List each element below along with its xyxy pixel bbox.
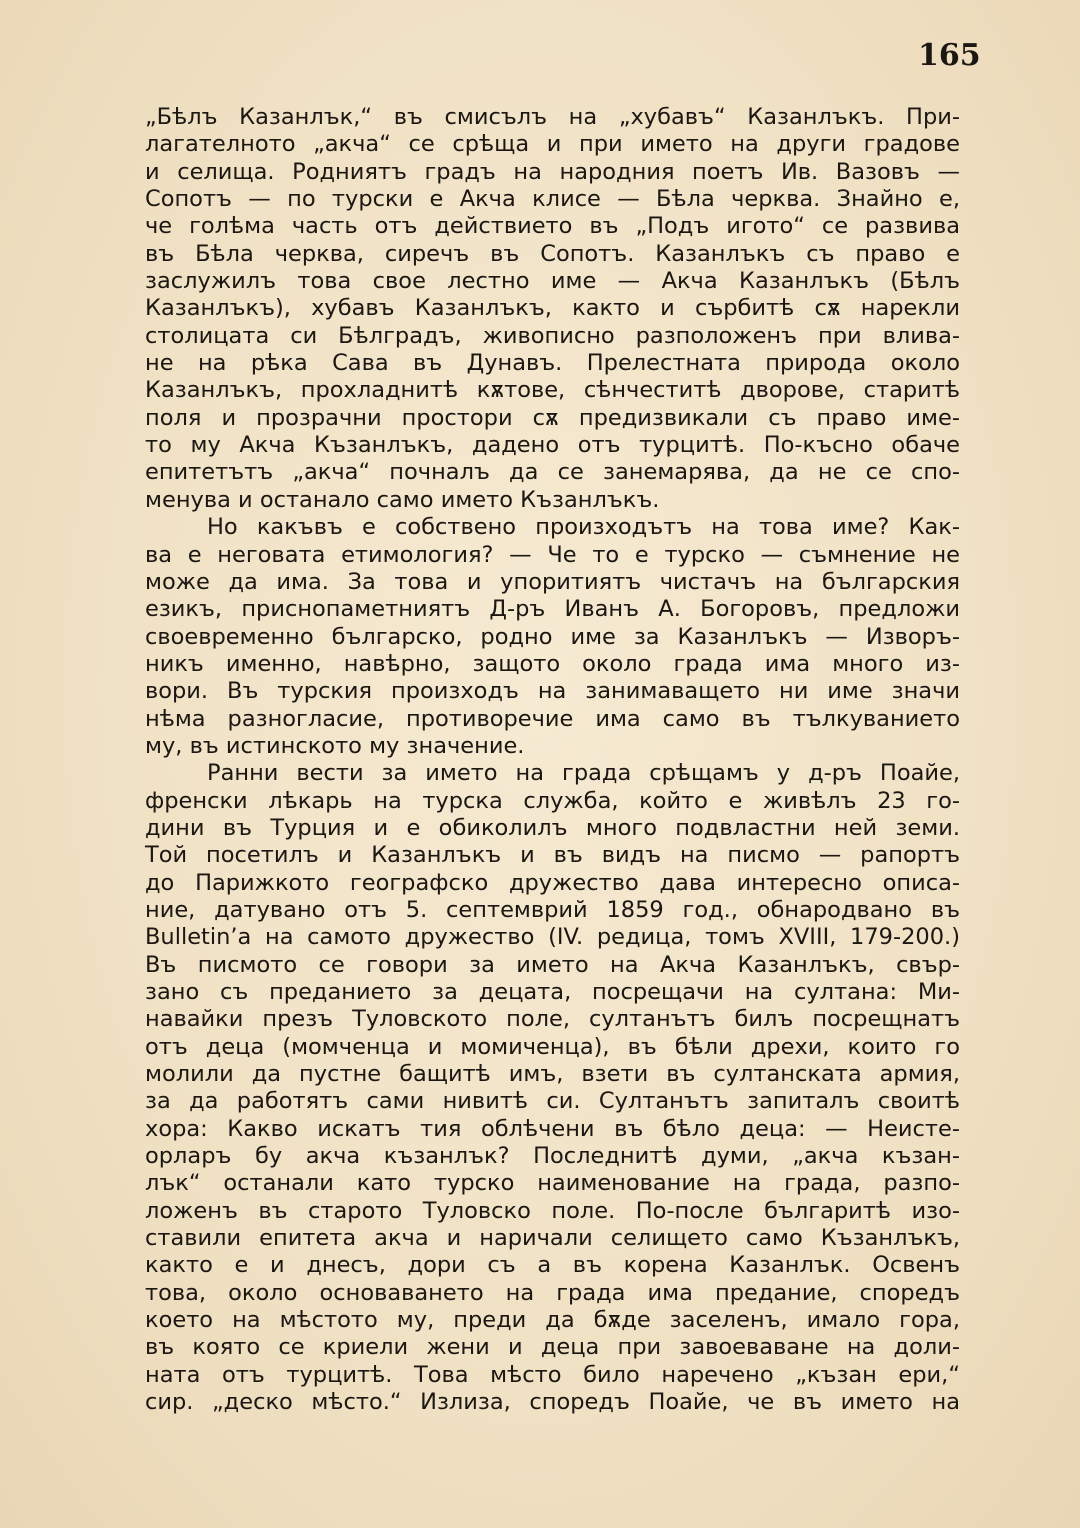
text-line: френски лѣкарь на турска служба, който е живѣлъ 23 го- (145, 787, 960, 814)
text-line: лагателното „акча“ се срѣща и при името на други градове (145, 131, 960, 158)
text-line: му, въ истинското му значение. (145, 732, 525, 759)
text-line: молили да пустне бащитѣ имъ, взети въ султанската армия, (145, 1061, 960, 1088)
page-number: 165 (918, 38, 981, 73)
text-line: „Бѣлъ Казанлък,“ въ смисълъ на „хубавъ“ Казанлъкъ. При- (145, 104, 960, 130)
text-line: въ Бѣла черква, сиречъ въ Сопотъ. Казанлъкъ съ право е (145, 240, 960, 267)
text-line: Ранни вести за името на града срѣщамъ у д-ръ Поайе, (207, 760, 960, 787)
text-line: столицата си Бѣлградъ, живописно разположенъ при влива- (145, 322, 960, 349)
text-line: навайки презъ Туловското поле, султанътъ билъ посрещнатъ (145, 1006, 960, 1033)
text-line: въ която се криели жени и деца при завоеваване на доли- (145, 1334, 960, 1361)
text-line: ва е неговата етимология? — Че то е турско — съмнение не (145, 541, 960, 568)
text-line: Казанлъкъ, прохладнитѣ кѫтове, сѣнчеститѣ дворове, старитѣ (145, 377, 960, 404)
text-line: дини въ Турция и е обиколилъ много подвластни ней земи. (145, 814, 960, 841)
text-line: менува и останало само името Къзанлъкъ. (145, 486, 660, 513)
text-line: Той посетилъ и Казанлъкъ и въ видъ на писмо — рапортъ (145, 842, 960, 869)
text-line: заслужилъ това свое лестно име — Акча Казанлъкъ (Бѣлъ (145, 268, 960, 295)
text-line: Но какъвъ е собствено произходътъ на това име? Как- (207, 514, 960, 541)
text-line: лък“ останали като турско наименование на града, разпо- (145, 1170, 960, 1197)
text-line: отъ деца (момченца и момиченца), въ бѣли дрехи, които го (145, 1033, 960, 1060)
text-line: нѣма разногласие, противоречие има само въ тълкуванието (145, 705, 960, 732)
text-line: Казанлъкъ), хубавъ Казанлъкъ, както и сърбитѣ сѫ нарекли (145, 295, 960, 322)
text-line: може да има. За това и упоритиятъ чистачъ на българския (145, 568, 960, 595)
text-line: своевременно българско, родно име за Казанлъкъ — Изворъ- (145, 623, 960, 650)
text-line: както е и днесъ, дори съ а въ корена Казанлък. Освенъ (145, 1252, 960, 1279)
body-text (145, 104, 960, 1417)
text-line: ставили епитета акча и наричали селището само Къзанлъкъ, (145, 1225, 960, 1252)
text-line: Сопотъ — по турски е Акча клисе — Бѣла черква. Знайно е, (145, 186, 960, 213)
text-line: ние, датувано отъ 5. септемврий 1859 год., обнародвано въ (145, 896, 960, 923)
text-line: не на рѣка Сава въ Дунавъ. Прелестната природа около (145, 350, 960, 377)
text-line: орларъ бу акча къзанлък? Последнитѣ думи, „акча къзан- (145, 1143, 960, 1170)
text-line: и селища. Родниятъ градъ на народния поетъ Ив. Вазовъ — (145, 158, 960, 185)
text-line: никъ именно, навѣрно, защото около града има много из- (145, 650, 960, 677)
text-line: Въ писмото се говори за името на Акча Казанлъкъ, свър- (145, 951, 960, 978)
text-line: за да работятъ сами нивитѣ си. Султанътъ запиталъ своитѣ (145, 1088, 960, 1115)
text-line: поля и прозрачни простори сѫ предизвикали съ право име- (145, 404, 960, 431)
text-line: то му Акча Къзанлъкъ, дадено отъ турцитѣ. По-късно обаче (145, 432, 960, 459)
text-line: езикъ, приснопаметниятъ Д-ръ Иванъ А. Богоровъ, предложи (145, 596, 960, 623)
text-line: ложенъ въ старото Туловско поле. По-после българитѣ изо- (145, 1197, 960, 1224)
text-line: което на мѣстото му, преди да бѫде заселенъ, имало гора, (145, 1307, 960, 1334)
text-line: вори. Въ турския произходъ на занимаващето ни име значи (145, 678, 960, 705)
text-line: това, около основаването на града има предание, споредъ (145, 1279, 960, 1306)
text-line: епитетътъ „акча“ почналъ да се занемарява, да не се спо- (145, 459, 960, 486)
text-line: сир. „деско мѣсто.“ Излиза, споредъ Поайе, че въ името на (145, 1389, 960, 1416)
text-line: Bulletin’а на самото дружество (IV. редица, томъ XVIII, 179-200.) (145, 924, 960, 951)
text-line: до Парижкото географско дружество дава интересно описа- (145, 869, 960, 896)
text-line: че голѣма часть отъ действието въ „Подъ игото“ се развива (145, 213, 960, 240)
text-line: хора: Какво искатъ тия облѣчени въ бѣло деца: — Неисте- (145, 1115, 960, 1142)
text-line: зано съ преданието за децата, посрещачи на султана: Ми- (145, 979, 960, 1005)
text-line: ната отъ турцитѣ. Това мѣсто било наречено „къзан ери,“ (145, 1361, 960, 1388)
